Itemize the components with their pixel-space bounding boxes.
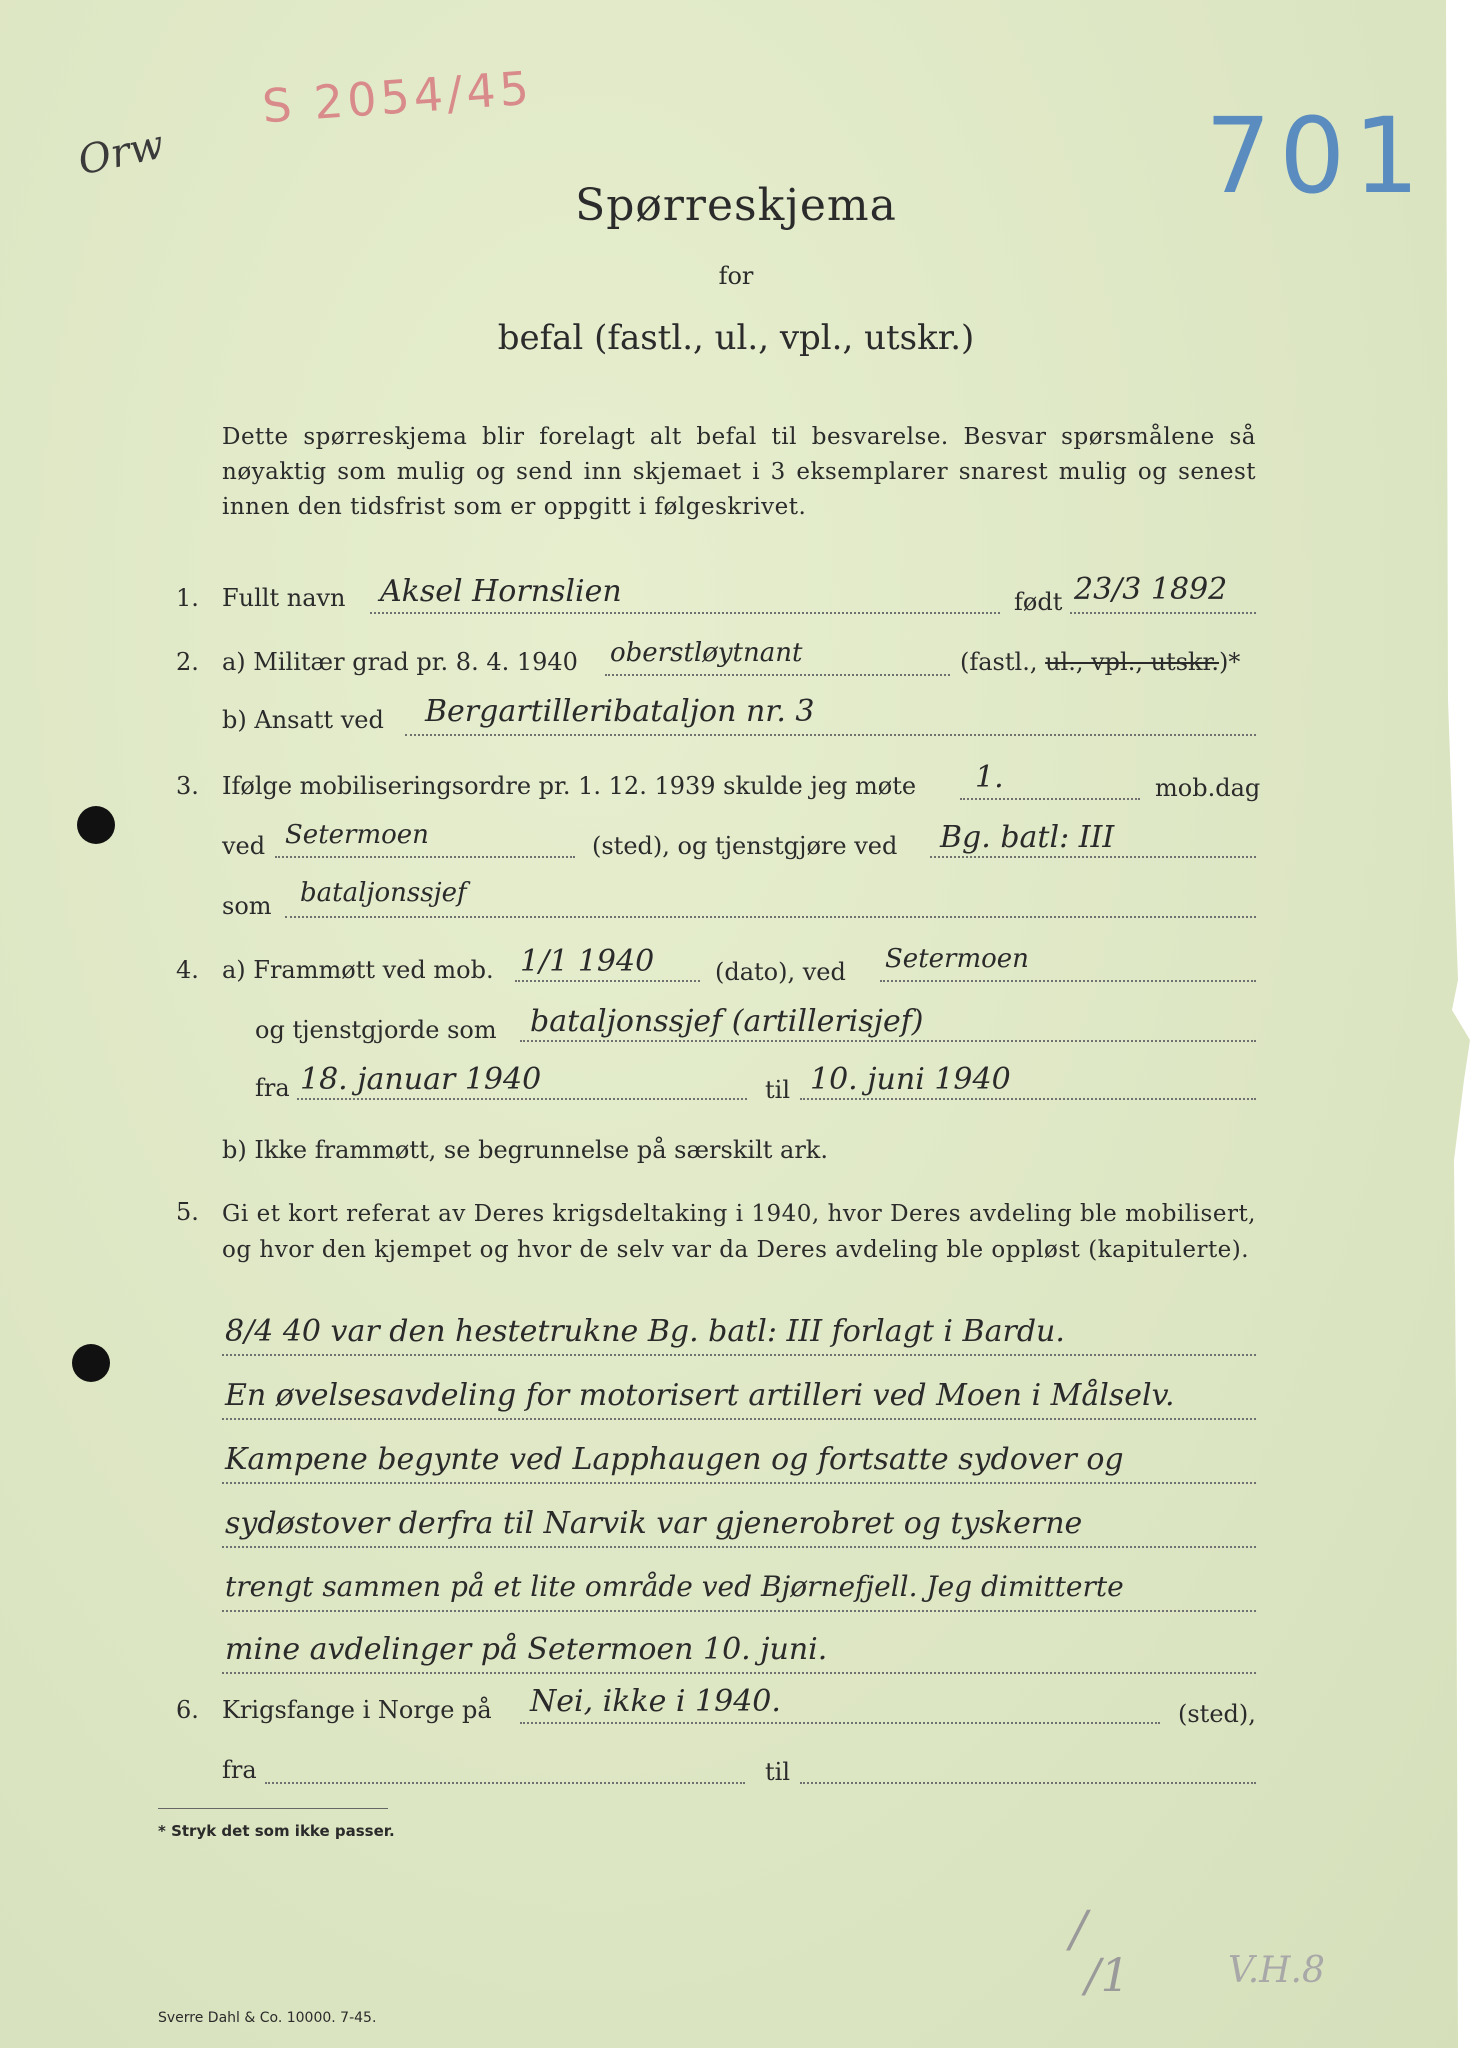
q5-line-4 [222,1546,1256,1548]
footnote-divider [158,1808,388,1809]
torn-edge [1418,0,1472,2048]
q6-number: 6. [176,1696,199,1724]
q3-ved-label: ved [222,832,266,860]
q3-unit-value: Bg. batl: III [940,820,1115,855]
q4a-date-line [515,980,700,982]
q2a-label: a) Militær grad pr. 8. 4. 1940 [222,648,578,676]
q2b-value: Bergartilleribataljon nr. 3 [425,694,815,729]
q4-fra-label: fra [255,1074,290,1102]
q5-line-3 [222,1482,1256,1484]
q2a-options-kept: (fastl., [960,648,1038,676]
form-title: Spørreskjema [575,180,897,231]
q4-served-label: og tjenstgjorde som [255,1016,497,1044]
q6-sted-label: (sted), [1178,1700,1256,1728]
bottom-pencil-mark-2: /1 [1085,1948,1130,2002]
q1-label: Fullt navn [222,584,346,612]
bottom-initials: V.H.8 [1228,1950,1325,1991]
q6-fra-line [265,1782,745,1784]
intro-text: Dette spørreskjema blir forelagt alt befal til besvarelse. Besvar spørsmålene så nøyaktig som mulig og send inn skjemaet i 3 eksemplarer snarest mulig og senest innen den tidsfrist som er oppgitt i følgeskrivet. [222,424,1256,520]
q6-til-label: til [765,1758,790,1786]
q5-text-2: En øvelsesavdeling for motorisert artilleri ved Moen i Målselv. [225,1378,1175,1413]
q2a-options-struck: ul., vpl., utskr. [1045,648,1220,676]
q6-fra-label: fra [222,1756,257,1784]
q3-place-line [275,856,575,858]
q2b-line [405,734,1256,736]
document-number: 701 [1205,95,1428,217]
q5-line-5 [222,1610,1256,1612]
q4b-label: b) Ikke frammøtt, se begrunnelse på særskilt ark. [222,1136,828,1164]
punch-hole-bottom [72,1344,110,1382]
bottom-pencil-mark: / [1070,1900,1087,1958]
q2a-options [960,648,1240,676]
q4-til-line [800,1098,1256,1100]
q4a-mid-label: (dato), ved [715,958,846,986]
scribble-annotation: Orw [74,121,168,185]
q2a-options-end: )* [1219,648,1241,676]
form-for: for [718,262,754,290]
q3-place-value: Setermoen [285,820,429,850]
q2a-value: oberstløytnant [610,638,803,668]
q5-label: Gi et kort referat av Deres krigsdeltaking i 1940, hvor Deres avdeling ble mobilisert, og hvor den kjempet og hvor de selv var da Deres avdeling ble oppløst (kapitulerte). [222,1201,1256,1263]
q6-label: Krigsfange i Norge på [222,1696,492,1724]
q4-til-label: til [765,1076,790,1104]
q3-mobdag-label: mob.dag [1155,774,1261,802]
q6-line [520,1722,1160,1724]
q3-role-line [285,916,1256,918]
q3-sted-label: (sted), og tjenstgjøre ved [592,832,898,860]
q3-role-value: bataljonssjef [300,878,467,908]
q4a-place-line [880,980,1256,982]
q6-til-line [800,1782,1256,1784]
q6-value: Nei, ikke i 1940. [530,1684,781,1719]
q4-fra-line [297,1098,747,1100]
q3-day-value: 1. [975,760,1004,795]
q5-text-6: mine avdelinger på Setermoen 10. juni. [225,1632,828,1667]
q1-number: 1. [176,584,199,612]
q5-text-5: trengt sammen på et lite område ved Bjørnefjell. Jeg dimitterte [225,1570,1124,1603]
q5-number: 5. [176,1198,199,1226]
q4-til-value: 10. juni 1940 [810,1062,1011,1097]
printer-imprint: Sverre Dahl & Co. 10000. 7-45. [158,2010,377,2026]
q1-born-line [1070,612,1256,614]
q2-number: 2. [176,648,199,676]
q1-born-label: født [1014,588,1063,616]
q3-som-label: som [222,892,272,920]
q3-number: 3. [176,772,199,800]
footnote: * Stryk det som ikke passer. [158,1822,395,1840]
q3-day-line [960,798,1140,800]
q4a-place-value: Setermoen [885,944,1029,974]
q2b-label: b) Ansatt ved [222,706,384,734]
q4-served-value: bataljonssjef (artillerisjef) [530,1004,924,1039]
q3-unit-line [930,856,1256,858]
q1-name-value: Aksel Hornslien [380,574,622,609]
q5-line-2 [222,1418,1256,1420]
q5-line-1 [222,1354,1256,1356]
q1-name-line [370,612,1000,614]
q5-text-1: 8/4 40 var den hestetrukne Bg. batl: III forlagt i Bardu. [225,1314,1065,1349]
q3-label: Ifølge mobiliseringsordre pr. 1. 12. 1939 skulde jeg møte [222,772,917,800]
q4a-date-value: 1/1 1940 [520,944,655,979]
q4-number: 4. [176,956,199,984]
q5-text-4: sydøstover derfra til Narvik var gjenerobret og tyskerne [225,1506,1083,1541]
q5-line-6 [222,1672,1256,1674]
reference-number: S 2054/45 [260,60,535,134]
q4-fra-value: 18. januar 1940 [300,1062,542,1097]
form-subtitle: befal (fastl., ul., vpl., utskr.) [497,318,975,358]
q5-text-3: Kampene begynte ved Lapphaugen og fortsatte sydover og [225,1442,1124,1477]
q4-served-line [520,1040,1256,1042]
punch-hole-top [77,806,115,844]
q4a-label: a) Frammøtt ved mob. [222,956,494,984]
q1-born-value: 23/3 1892 [1074,572,1228,607]
q2a-line [605,674,950,676]
